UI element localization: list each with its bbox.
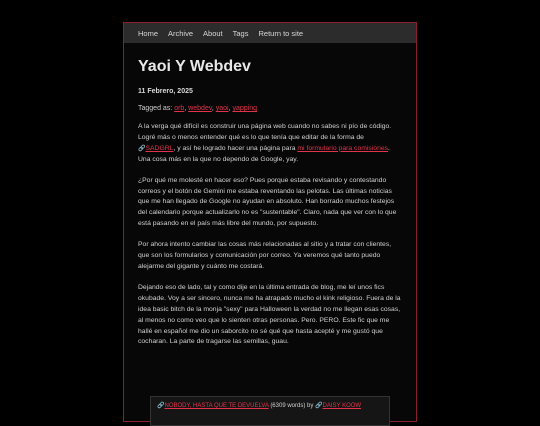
nav-return-to-site[interactable]: Return to site <box>258 28 304 38</box>
paragraph-2: ¿Por qué me molesté en hacer eso? Pues porque estaba revisando y contestando correos y el botón de Gemini me estaba reventando las pelotas. Las últimas noticias que me han llegado de Google no ayudan en absoluto. Han borrado muchos festejos del calendario porque actualizarlo no es "sustentable". Claro, nada que ver con lo que está pasando en el país más libre del mundo, por supuesto. <box>138 176 397 228</box>
post-title: Yaoi Y Webdev <box>138 58 251 75</box>
link-icon: 🔗 <box>138 145 146 152</box>
paragraph-text: . Una cosa más en la que no dependo de Google, yay. <box>138 144 390 163</box>
nav-tags[interactable]: Tags <box>232 28 249 38</box>
author-icon: 🔗 <box>315 403 323 409</box>
blog-frame <box>123 22 417 422</box>
paragraph-text: , y así he logrado hacer una página para <box>173 144 298 152</box>
nav-archive[interactable]: Archive <box>168 28 194 38</box>
paragraph-text: A la verga qué difícil es construir una página web cuando no sabes ni pío de código. Logré más o menos entender qué es lo que tenía que editar de la forma de <box>138 123 392 141</box>
fic-word-count: (6309 words) by <box>270 403 314 409</box>
paragraph-3: Por ahora intento cambiar las cosas más relacionadas al sitio y a tratar con clientes, que son los formularios y comunicación por correo. Ya veremos qué tanto puedo alejarme del gigante y cuánto me costará. <box>138 241 392 270</box>
tag-link[interactable]: orb <box>174 105 185 112</box>
commissions-form-link[interactable]: mi formulario para comisiones <box>297 144 389 152</box>
post-tags: Tagged as: orb, webdev, yaoi, yapping <box>138 105 257 112</box>
fic-link[interactable]: NOBODY, HASTA QUE TE DEVUELVA <box>164 403 269 409</box>
chain-icon: 🔗 <box>157 403 165 409</box>
post-content <box>124 57 416 348</box>
tag-link[interactable]: yapping <box>232 105 257 112</box>
nav-home[interactable]: Home <box>138 28 159 38</box>
nav-about[interactable]: About <box>203 28 223 38</box>
paragraph-4: Dejando eso de lado, tal y como dije en la última entrada de blog, me leí unos fics okubade. Voy a ser sincero, nunca me ha atrapado mucho el kink religioso. Fuera de la idea basic bitch de la monja "sexy" para Halloween la verdad no me llegan esas cosas, al menos no como veo que lo sienten otras personas. Pero. PERO. Este fic que me hallé en español me dio un saborcito no sé qué que hasta acepté y me gustó que cocharan. La parte de tragarse las semillas, guau. <box>138 283 401 346</box>
sadgrl-link[interactable]: SADGRL <box>145 144 174 152</box>
tags-label: Tagged as: <box>138 105 173 112</box>
top-nav <box>124 23 416 43</box>
tag-link[interactable]: webdev <box>188 105 212 112</box>
author-link[interactable]: DAISY KOOW <box>322 403 362 409</box>
post-date: 11 Febrero, 2025 <box>138 88 193 95</box>
fic-card <box>150 396 390 426</box>
paragraph-1 <box>138 122 402 166</box>
tag-link[interactable]: yaoi <box>215 105 229 112</box>
